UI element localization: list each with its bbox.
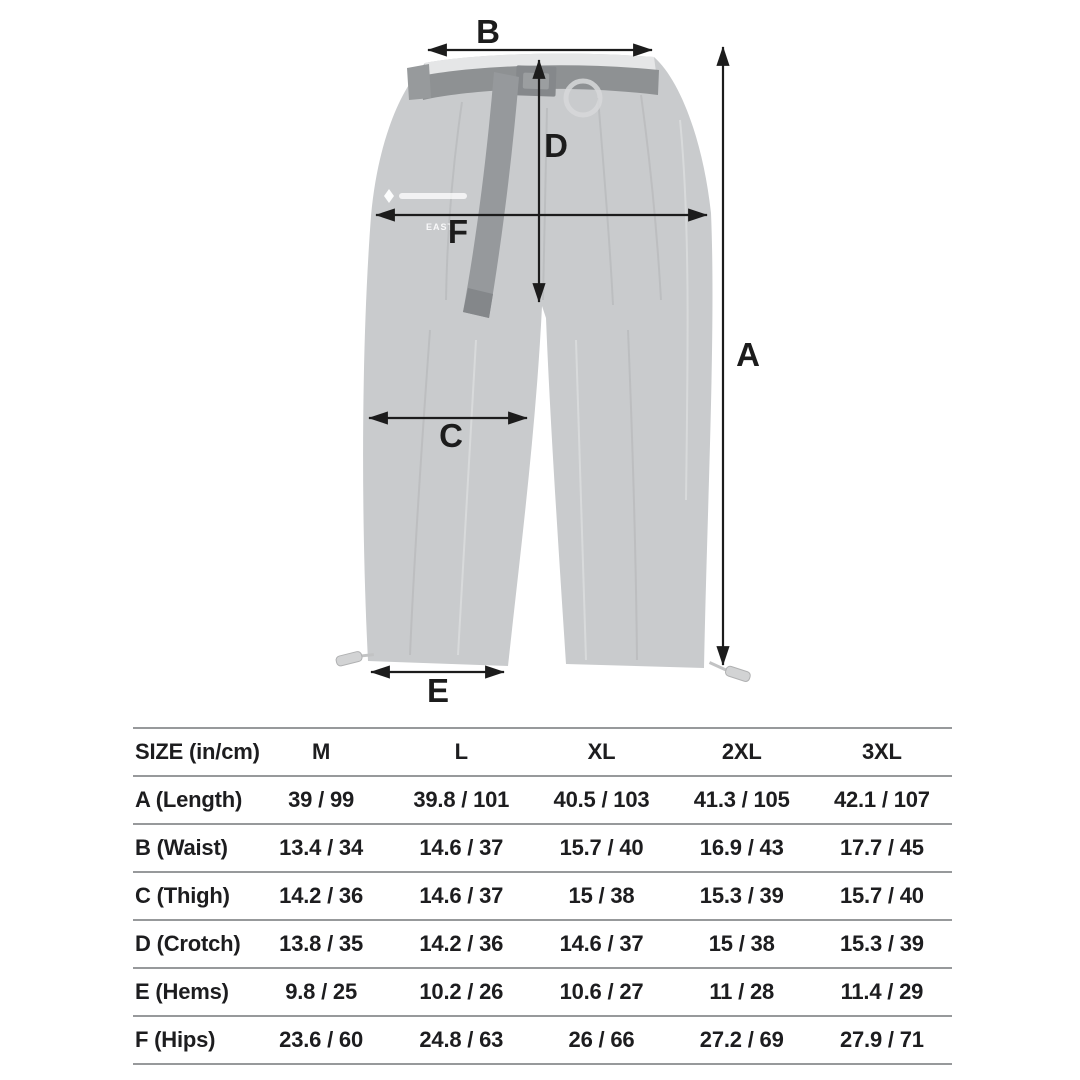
brand-submark: EAST [426,222,455,232]
right-hem-toggle [707,660,751,683]
value-cell: 16.9 / 43 [699,835,784,860]
value-cell: 23.6 / 60 [279,1027,363,1052]
header-cell-xl: XL [587,739,616,764]
value-cell: 17.7 / 45 [839,835,924,860]
size-table-header-row [133,729,952,777]
value-cell: 24.8 / 63 [419,1027,504,1052]
value-cell: 14.6 / 37 [419,835,504,860]
value-cell: 14.6 / 37 [419,883,504,908]
measure-label-b: B [476,13,500,50]
value-cell: 13.8 / 35 [279,931,363,956]
row-label: F (Hips) [135,1027,216,1052]
value-cell: 9.8 / 25 [285,979,357,1004]
value-cell: 39.8 / 101 [413,787,510,812]
table-row-hips [133,1017,952,1065]
belt-buckle-slot [523,73,550,90]
measure-label-f: F [447,213,469,250]
header-cell-2xl: 2XL [721,739,762,764]
row-label: D (Crotch) [135,931,241,956]
value-cell: 13.4 / 34 [279,835,363,860]
value-cell: 15.3 / 39 [699,883,784,908]
header-cell-l: L [454,739,468,764]
table-row-waist [133,825,952,873]
value-cell: 10.6 / 27 [559,979,644,1004]
header-cell-3xl: 3XL [862,739,902,764]
table-row-length [133,777,952,825]
row-label: A (Length) [135,787,243,812]
value-cell: 15.3 / 39 [839,931,924,956]
measure-label-a: A [736,336,760,373]
value-cell: 15 / 38 [708,931,775,956]
table-row-thigh [133,873,952,921]
value-cell: 27.2 / 69 [699,1027,784,1052]
value-cell: 14.2 / 36 [279,883,363,908]
size-table [133,727,952,1065]
value-cell: 14.2 / 36 [419,931,504,956]
measure-label-d: D [544,127,568,164]
value-cell: 11 / 28 [709,979,775,1004]
header-cell-size: SIZE (in/cm) [135,739,260,764]
measure-label-c: C [439,417,463,454]
value-cell: 14.6 / 37 [559,931,644,956]
value-cell: 15.7 / 40 [559,835,644,860]
value-cell: 41.3 / 105 [693,787,790,812]
table-row-crotch [133,921,952,969]
value-cell: 42.1 / 107 [833,787,930,812]
row-label: C (Thigh) [135,883,230,908]
value-cell: 39 / 99 [288,787,355,812]
measure-label-e: E [426,672,450,709]
value-cell: 11.4 / 29 [840,979,924,1004]
table-row-hems [133,969,952,1017]
row-label: E (Hems) [135,979,229,1004]
value-cell: 15.7 / 40 [839,883,924,908]
pants-body [363,54,712,668]
value-cell: 26 / 66 [568,1027,635,1052]
belt-left-tab [407,64,431,100]
value-cell: 27.9 / 71 [839,1027,924,1052]
value-cell: 40.5 / 103 [553,787,650,812]
brand-wordmark [399,193,467,199]
value-cell: 10.2 / 26 [419,979,504,1004]
row-label: B (Waist) [135,835,228,860]
header-cell-m: M [312,739,331,764]
value-cell: 15 / 38 [568,883,635,908]
